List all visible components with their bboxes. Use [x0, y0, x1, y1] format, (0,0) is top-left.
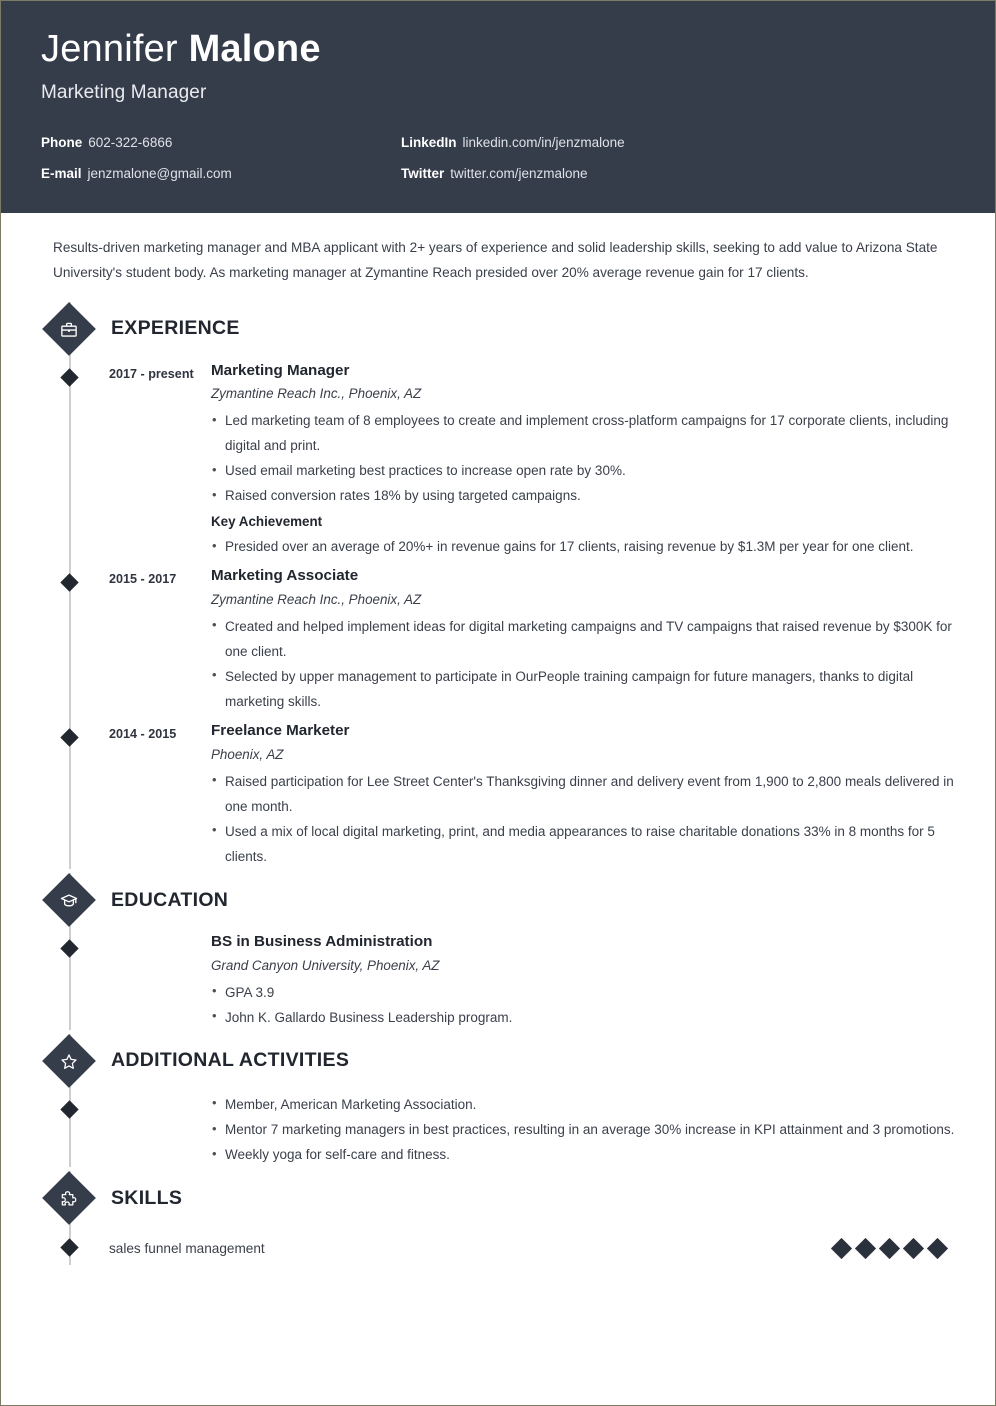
- entry-bullet-list: [211, 408, 955, 508]
- list-item: • Raised participation for Lee Street Center's Thanksgiving dinner and delivery event from 1,900 to 2,800 meals delivered in one month.: [211, 769, 955, 819]
- section-education: [41, 873, 955, 1030]
- activities-entry: [41, 1090, 955, 1167]
- list-item: • Raised conversion rates 18% by using targeted campaigns.: [211, 483, 955, 508]
- timeline-bullet-icon: [60, 939, 78, 957]
- section-header-activities: [41, 1034, 955, 1088]
- contact-linkedin[interactable]: [401, 134, 955, 152]
- graduation-cap-icon: [42, 873, 96, 927]
- entry-content: [211, 563, 955, 714]
- contact-twitter-label: Twitter: [401, 166, 445, 182]
- section-title-skills: SKILLS: [111, 1186, 183, 1209]
- contact-email-label: E-mail: [41, 166, 82, 182]
- education-entry: [41, 929, 955, 1030]
- entry-subtitle: Grand Canyon University, Phoenix, AZ: [211, 957, 440, 973]
- candidate-job-title: Marketing Manager: [41, 81, 207, 103]
- resume-header: [1, 1, 995, 213]
- skill-rating: [834, 1241, 955, 1256]
- contact-email-value[interactable]: jenzmalone@gmail.com: [87, 166, 232, 182]
- list-item: • Used email marketing best practices to increase open rate by 30%.: [211, 458, 955, 483]
- timeline-bullet-icon: [60, 728, 78, 746]
- entry-bullet-list: [211, 980, 955, 1030]
- entry-bullet-list: [211, 614, 955, 714]
- entry-content: [211, 718, 955, 869]
- entry-content: [211, 1090, 955, 1167]
- entry-bullet-list: [211, 1092, 955, 1167]
- contact-grid: [41, 134, 955, 183]
- contact-phone-value: 602-322-6866: [88, 134, 173, 150]
- rating-diamond-icon: [831, 1238, 852, 1259]
- list-item: • Mentor 7 marketing managers in best practices, resulting in an average 30% increase in KPI attainment and 3 promotions.: [211, 1117, 955, 1142]
- contact-linkedin-label: LinkedIn: [401, 134, 457, 150]
- timeline-bullet-icon: [60, 368, 78, 386]
- list-item: • Created and helped implement ideas for digital marketing campaigns and TV campaigns that raised revenue by $300K for one client.: [211, 614, 955, 664]
- list-item: • Used a mix of local digital marketing, print, and media appearances to raise charitable donations 33% in 8 months for 5 clients.: [211, 819, 955, 869]
- entry-dates: 2017 - present: [109, 366, 194, 381]
- entry-dates: 2015 - 2017: [109, 572, 177, 587]
- contact-twitter-value[interactable]: twitter.com/jenzmalone: [450, 166, 588, 182]
- entry-content: [211, 358, 955, 560]
- list-item: • John K. Gallardo Business Leadership program.: [211, 1005, 955, 1030]
- contact-phone: [41, 134, 401, 152]
- timeline-bullet-icon: [60, 573, 78, 591]
- experience-entry: [41, 718, 955, 869]
- section-header-experience: [41, 302, 955, 356]
- list-item: • Selected by upper management to participate in OurPeople training campaign for future managers, thanks to digital marketing skills.: [211, 664, 955, 714]
- section-header-skills: [41, 1171, 955, 1225]
- key-achievement-label: Key Achievement: [211, 513, 323, 529]
- entry-subtitle: Zymantine Reach Inc., Phoenix, AZ: [211, 386, 422, 402]
- section-skills: [41, 1171, 955, 1265]
- skill-row: [41, 1231, 955, 1265]
- resume-body: [1, 213, 995, 1265]
- contact-linkedin-value[interactable]: linkedin.com/in/jenzmalone: [462, 134, 625, 150]
- contact-twitter[interactable]: [401, 165, 955, 183]
- section-title-experience: EXPERIENCE: [111, 317, 240, 340]
- section-title-activities: ADDITIONAL ACTIVITIES: [111, 1049, 350, 1072]
- entry-title: BS in Business Administration: [211, 933, 433, 951]
- list-item: • GPA 3.9: [211, 980, 955, 1005]
- entry-dates: 2014 - 2015: [109, 727, 177, 742]
- section-header-education: [41, 873, 955, 927]
- entry-subtitle: Phoenix, AZ: [211, 746, 284, 762]
- entry-title: Freelance Marketer: [211, 722, 350, 740]
- rating-diamond-icon: [855, 1238, 876, 1259]
- star-icon: [42, 1034, 96, 1088]
- list-item: • Weekly yoga for self-care and fitness.: [211, 1142, 955, 1167]
- rating-diamond-icon: [927, 1238, 948, 1259]
- section-additional-activities: [41, 1034, 955, 1167]
- section-experience: [41, 302, 955, 870]
- entry-title: Marketing Manager: [211, 361, 350, 379]
- skill-name: sales funnel management: [109, 1240, 265, 1256]
- section-title-education: EDUCATION: [111, 888, 229, 911]
- list-item: • Member, American Marketing Association.: [211, 1092, 955, 1117]
- entry-bullet-list: [211, 769, 955, 869]
- puzzle-piece-icon: [42, 1171, 96, 1225]
- entry-subtitle: Zymantine Reach Inc., Phoenix, AZ: [211, 591, 422, 607]
- last-name: Malone: [188, 28, 321, 70]
- timeline-bullet-icon: [60, 1100, 78, 1118]
- professional-summary: Results-driven marketing manager and MBA applicant with 2+ years of experience and solid leadership skills, seeking to add value to Arizona State University's student body. As marketing manager at Zymantine Reach presided over 20% average revenue gain for 17 clients.: [53, 240, 938, 281]
- experience-entry: [41, 358, 955, 560]
- contact-phone-label: Phone: [41, 134, 83, 150]
- key-achievement-list: [211, 534, 955, 559]
- list-item: • Presided over an average of 20%+ in revenue gains for 17 clients, raising revenue by $1.3M per year for one client.: [211, 534, 955, 559]
- timeline-bullet-icon: [60, 1239, 78, 1257]
- rating-diamond-icon: [879, 1238, 900, 1259]
- candidate-name: [41, 27, 955, 72]
- entry-content: [211, 929, 955, 1030]
- contact-email[interactable]: [41, 165, 401, 183]
- first-name: Jennifer: [41, 28, 178, 70]
- entry-title: Marketing Associate: [211, 567, 359, 585]
- experience-entry: [41, 563, 955, 714]
- briefcase-icon: [42, 302, 96, 356]
- list-item: • Led marketing team of 8 employees to create and implement cross-platform campaigns for 17 corporate clients, including digital and print.: [211, 408, 955, 458]
- rating-diamond-icon: [903, 1238, 924, 1259]
